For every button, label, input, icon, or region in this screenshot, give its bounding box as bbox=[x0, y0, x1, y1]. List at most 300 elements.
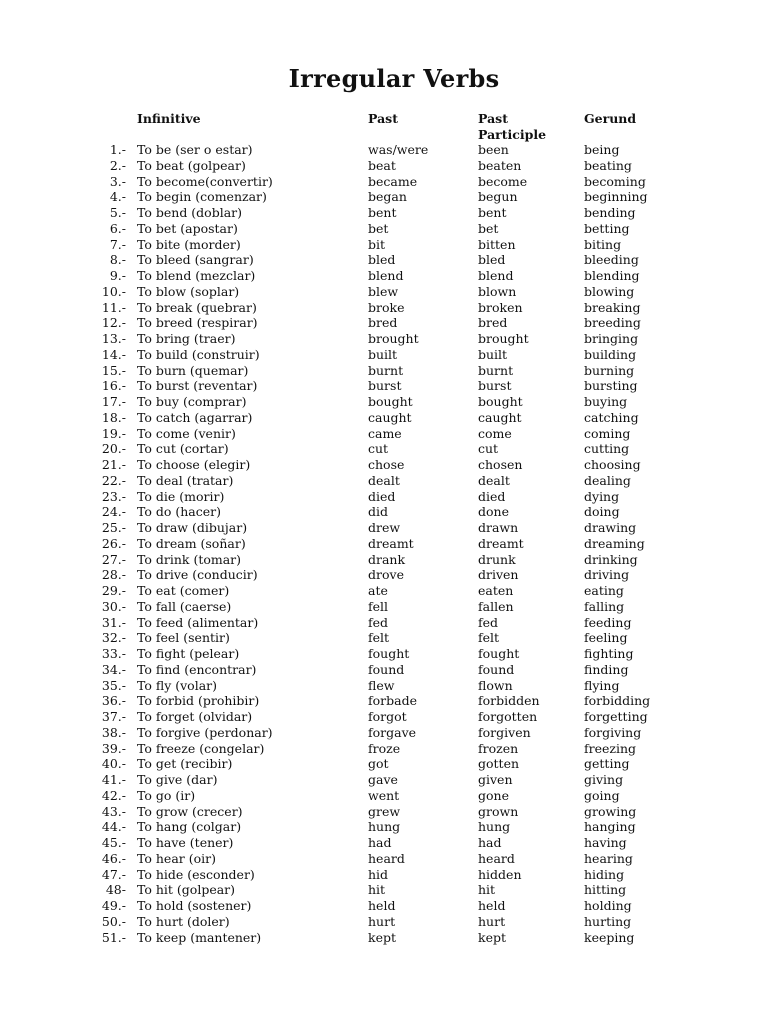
row-number: 45.- bbox=[101, 835, 126, 850]
past-participle-cell: fought bbox=[478, 646, 520, 661]
past-participle-cell: gotten bbox=[478, 756, 520, 772]
gerund-cell: blowing bbox=[584, 283, 635, 299]
row-number: 34.- bbox=[101, 661, 126, 677]
infinitive-cell: To be (ser o estar) bbox=[137, 142, 253, 157]
past-participle-cell: bent bbox=[478, 205, 507, 220]
past-cell: grew bbox=[368, 803, 401, 819]
infinitive-cell: To bet (apostar) bbox=[137, 220, 238, 236]
past-participle-cell: forbidden bbox=[478, 693, 540, 709]
infinitive-cell: To deal (tratar) bbox=[137, 472, 234, 488]
gerund-cell: forgiving bbox=[584, 724, 642, 740]
past-cell: began bbox=[368, 189, 407, 205]
gerund-cell: fighting bbox=[584, 646, 634, 661]
past-cell: forgot bbox=[368, 709, 407, 724]
infinitive-cell: To hang (colgar) bbox=[137, 819, 242, 835]
gerund-cell: flying bbox=[584, 677, 620, 693]
table-row bbox=[0, 489, 768, 505]
past-participle-cell: burst bbox=[478, 378, 512, 394]
infinitive-cell: To get (recibir) bbox=[137, 756, 233, 772]
past-cell: found bbox=[368, 661, 405, 677]
past-cell: bred bbox=[368, 315, 398, 331]
table-row bbox=[0, 189, 768, 205]
past-cell: ate bbox=[368, 583, 388, 598]
infinitive-cell: To break (quebrar) bbox=[137, 299, 257, 315]
gerund-cell: catching bbox=[584, 409, 639, 425]
past-cell: bet bbox=[368, 220, 389, 236]
past-participle-cell: blown bbox=[478, 283, 517, 299]
row-number: 10.- bbox=[101, 283, 126, 299]
past-participle-cell: blend bbox=[478, 268, 514, 283]
table-row bbox=[0, 772, 768, 788]
table-row bbox=[0, 205, 768, 221]
row-number: 48- bbox=[105, 882, 126, 898]
past-participle-cell: forgotten bbox=[478, 709, 538, 724]
table-row bbox=[0, 725, 768, 741]
table-row bbox=[0, 662, 768, 678]
table-row bbox=[0, 331, 768, 347]
table-row bbox=[0, 898, 768, 914]
infinitive-cell: To find (encontrar) bbox=[137, 661, 257, 677]
row-number: 14.- bbox=[101, 346, 126, 362]
gerund-cell: dreaming bbox=[584, 535, 645, 551]
gerund-cell: being bbox=[584, 142, 620, 157]
past-cell: froze bbox=[368, 740, 401, 756]
row-number: 25.- bbox=[101, 520, 126, 535]
infinitive-cell: To forget (olvidar) bbox=[137, 709, 253, 724]
infinitive-cell: To hit (golpear) bbox=[137, 882, 236, 898]
infinitive-cell: To die (morir) bbox=[137, 488, 225, 504]
past-cell: came bbox=[368, 425, 402, 441]
table-row bbox=[0, 567, 768, 583]
gerund-cell: building bbox=[584, 346, 637, 362]
past-participle-cell: built bbox=[478, 346, 508, 362]
past-participle-cell: heard bbox=[478, 850, 515, 866]
table-row bbox=[0, 284, 768, 300]
past-participle-cell: caught bbox=[478, 409, 522, 425]
row-number: 46.- bbox=[101, 850, 126, 866]
past-cell: had bbox=[368, 835, 392, 850]
gerund-cell: drinking bbox=[584, 551, 638, 567]
past-participle-cell: frozen bbox=[478, 740, 519, 756]
infinitive-cell: To draw (dibujar) bbox=[137, 520, 248, 535]
row-number: 47.- bbox=[101, 866, 126, 882]
table-row bbox=[0, 646, 768, 662]
row-number: 51.- bbox=[101, 929, 126, 945]
row-number: 13.- bbox=[101, 331, 126, 346]
infinitive-cell: To bend (doblar) bbox=[137, 205, 242, 220]
past-participle-cell: drunk bbox=[478, 551, 516, 567]
past-cell: fell bbox=[368, 598, 389, 614]
table-row bbox=[0, 268, 768, 284]
past-cell: died bbox=[368, 488, 396, 504]
row-number: 31.- bbox=[101, 614, 126, 630]
table-row bbox=[0, 457, 768, 473]
gerund-cell: having bbox=[584, 835, 627, 850]
row-number: 33.- bbox=[101, 646, 126, 661]
past-cell: hid bbox=[368, 866, 389, 882]
row-number: 32.- bbox=[101, 630, 126, 646]
table-row bbox=[0, 300, 768, 316]
row-number: 37.- bbox=[101, 709, 126, 724]
row-number: 3.- bbox=[109, 173, 126, 189]
row-number: 39.- bbox=[101, 740, 126, 756]
infinitive-cell: To feed (alimentar) bbox=[137, 614, 259, 630]
past-cell: brought bbox=[368, 331, 419, 346]
past-participle-cell: bet bbox=[478, 220, 499, 236]
past-cell: drove bbox=[368, 567, 404, 583]
row-number: 42.- bbox=[101, 787, 126, 803]
past-participle-cell: become bbox=[478, 173, 528, 189]
past-cell: became bbox=[368, 173, 418, 189]
gerund-cell: blending bbox=[584, 268, 640, 283]
gerund-cell: growing bbox=[584, 803, 637, 819]
past-participle-cell: cut bbox=[478, 441, 499, 457]
table-row bbox=[0, 536, 768, 552]
table-row bbox=[0, 835, 768, 851]
past-participle-cell: died bbox=[478, 488, 506, 504]
table-row bbox=[0, 741, 768, 757]
gerund-cell: forgetting bbox=[584, 709, 648, 724]
gerund-cell: forbidding bbox=[584, 693, 651, 709]
past-cell: bit bbox=[368, 236, 386, 252]
gerund-cell: breaking bbox=[584, 299, 641, 315]
table-row bbox=[0, 142, 768, 158]
infinitive-cell: To buy (comprar) bbox=[137, 394, 247, 409]
table-row bbox=[0, 441, 768, 457]
table-row bbox=[0, 552, 768, 568]
row-number: 18.- bbox=[101, 409, 126, 425]
gerund-cell: hurting bbox=[584, 913, 632, 929]
row-number: 11.- bbox=[101, 299, 126, 315]
gerund-cell: bursting bbox=[584, 378, 638, 394]
past-participle-cell: driven bbox=[478, 567, 519, 583]
past-participle-cell: begun bbox=[478, 189, 518, 205]
table-row bbox=[0, 221, 768, 237]
gerund-cell: keeping bbox=[584, 929, 635, 945]
table-row bbox=[0, 788, 768, 804]
past-participle-cell: come bbox=[478, 425, 512, 441]
row-number: 19.- bbox=[101, 425, 126, 441]
gerund-cell: feeding bbox=[584, 614, 632, 630]
table-row bbox=[0, 252, 768, 268]
past-participle-cell: bled bbox=[478, 252, 506, 268]
row-number: 4.- bbox=[109, 189, 126, 205]
past-cell: burst bbox=[368, 378, 402, 394]
row-number: 16.- bbox=[101, 378, 126, 394]
past-participle-cell: held bbox=[478, 898, 506, 913]
gerund-cell: giving bbox=[584, 772, 624, 787]
infinitive-cell: To fall (caerse) bbox=[137, 598, 232, 614]
infinitive-cell: To hide (esconder) bbox=[137, 866, 255, 882]
past-participle-cell: given bbox=[478, 772, 513, 787]
gerund-cell: finding bbox=[584, 661, 629, 677]
infinitive-cell: To become(convertir) bbox=[137, 173, 273, 189]
table-row bbox=[0, 363, 768, 379]
infinitive-cell: To do (hacer) bbox=[137, 504, 221, 520]
table-row bbox=[0, 630, 768, 646]
past-participle-cell: fallen bbox=[478, 598, 514, 614]
table-row bbox=[0, 819, 768, 835]
infinitive-cell: To have (tener) bbox=[137, 835, 234, 850]
past-participle-cell: been bbox=[478, 142, 509, 157]
header-past-participle: Past Participle bbox=[478, 111, 547, 142]
past-cell: bent bbox=[368, 205, 397, 220]
past-participle-cell: hung bbox=[478, 819, 511, 835]
row-number: 23.- bbox=[101, 488, 126, 504]
page-title: Irregular Verbs bbox=[288, 64, 500, 93]
past-participle-cell: hurt bbox=[478, 913, 506, 929]
table-row bbox=[0, 520, 768, 536]
infinitive-cell: To feel (sentir) bbox=[137, 630, 230, 646]
header-gerund: Gerund bbox=[584, 111, 637, 126]
gerund-cell: bleeding bbox=[584, 252, 639, 268]
row-number: 17.- bbox=[101, 394, 126, 409]
row-number: 2.- bbox=[109, 157, 126, 173]
row-number: 40.- bbox=[101, 756, 126, 772]
past-cell: forbade bbox=[368, 693, 417, 709]
infinitive-cell: To give (dar) bbox=[137, 772, 218, 787]
gerund-cell: beginning bbox=[584, 189, 648, 205]
table-row bbox=[0, 583, 768, 599]
past-participle-cell: beaten bbox=[478, 157, 522, 173]
row-number: 41.- bbox=[101, 772, 126, 787]
past-cell: gave bbox=[368, 772, 398, 787]
row-number: 38.- bbox=[101, 724, 126, 740]
row-number: 7.- bbox=[109, 236, 126, 252]
row-number: 5.- bbox=[109, 205, 126, 220]
header-past: Past bbox=[368, 111, 398, 126]
infinitive-cell: To build (construir) bbox=[137, 346, 260, 362]
table-row bbox=[0, 678, 768, 694]
infinitive-cell: To hear (oir) bbox=[137, 850, 216, 866]
gerund-cell: betting bbox=[584, 220, 630, 236]
infinitive-cell: To choose (elegir) bbox=[137, 457, 251, 472]
infinitive-cell: To blend (mezclar) bbox=[137, 268, 256, 283]
table-row bbox=[0, 174, 768, 190]
infinitive-cell: To burn (quemar) bbox=[137, 362, 249, 378]
past-cell: cut bbox=[368, 441, 389, 457]
past-participle-cell: burnt bbox=[478, 362, 514, 378]
gerund-cell: freezing bbox=[584, 740, 637, 756]
past-participle-cell: chosen bbox=[478, 457, 523, 472]
table-row bbox=[0, 756, 768, 772]
past-participle-cell: fed bbox=[478, 614, 499, 630]
table-row bbox=[0, 851, 768, 867]
past-participle-cell: eaten bbox=[478, 583, 514, 598]
row-number: 30.- bbox=[101, 598, 126, 614]
row-number: 24.- bbox=[101, 504, 126, 520]
past-cell: went bbox=[368, 787, 400, 803]
row-number: 21.- bbox=[101, 457, 126, 472]
past-cell: fought bbox=[368, 646, 410, 661]
past-participle-cell: drawn bbox=[478, 520, 519, 535]
past-cell: blend bbox=[368, 268, 404, 283]
gerund-cell: going bbox=[584, 787, 620, 803]
infinitive-cell: To grow (crecer) bbox=[137, 803, 243, 819]
gerund-cell: coming bbox=[584, 425, 631, 441]
infinitive-cell: To breed (respirar) bbox=[137, 315, 258, 331]
past-cell: did bbox=[368, 504, 389, 520]
row-number: 28.- bbox=[101, 567, 126, 583]
past-cell: dealt bbox=[368, 472, 400, 488]
past-participle-cell: hidden bbox=[478, 866, 522, 882]
gerund-cell: hitting bbox=[584, 882, 627, 898]
table-row bbox=[0, 158, 768, 174]
past-cell: was/were bbox=[368, 142, 429, 157]
past-cell: caught bbox=[368, 409, 412, 425]
past-cell: dreamt bbox=[368, 535, 414, 551]
gerund-cell: biting bbox=[584, 236, 622, 252]
infinitive-cell: To drink (tomar) bbox=[137, 551, 242, 567]
gerund-cell: bringing bbox=[584, 331, 639, 346]
gerund-cell: falling bbox=[584, 598, 625, 614]
past-participle-cell: broken bbox=[478, 299, 523, 315]
past-participle-cell: forgiven bbox=[478, 724, 531, 740]
past-cell: bled bbox=[368, 252, 396, 268]
row-number: 50.- bbox=[101, 913, 126, 929]
past-cell: burnt bbox=[368, 362, 404, 378]
past-participle-cell: felt bbox=[478, 630, 500, 646]
table-row bbox=[0, 347, 768, 363]
gerund-cell: eating bbox=[584, 583, 624, 598]
table-row bbox=[0, 237, 768, 253]
past-participle-cell: dealt bbox=[478, 472, 510, 488]
table-row bbox=[0, 394, 768, 410]
table-row bbox=[0, 709, 768, 725]
row-number: 44.- bbox=[101, 819, 126, 835]
gerund-cell: doing bbox=[584, 504, 620, 520]
table-row bbox=[0, 867, 768, 883]
gerund-cell: burning bbox=[584, 362, 635, 378]
past-cell: forgave bbox=[368, 724, 417, 740]
row-number: 22.- bbox=[101, 472, 126, 488]
infinitive-cell: To cut (cortar) bbox=[137, 441, 229, 457]
past-cell: hit bbox=[368, 882, 386, 898]
row-number: 8.- bbox=[109, 252, 126, 268]
past-cell: flew bbox=[368, 677, 395, 693]
past-participle-cell: found bbox=[478, 661, 515, 677]
row-number: 1.- bbox=[109, 142, 126, 157]
infinitive-cell: To drive (conducir) bbox=[137, 567, 258, 583]
infinitive-cell: To blow (soplar) bbox=[137, 283, 240, 299]
infinitive-cell: To go (ir) bbox=[137, 787, 196, 803]
row-number: 36.- bbox=[101, 693, 126, 709]
table-row bbox=[0, 473, 768, 489]
row-number: 49.- bbox=[101, 898, 126, 913]
row-number: 20.- bbox=[101, 441, 126, 457]
table-row bbox=[0, 615, 768, 631]
infinitive-cell: To bleed (sangrar) bbox=[137, 252, 254, 268]
gerund-cell: bending bbox=[584, 205, 636, 220]
gerund-cell: breeding bbox=[584, 315, 641, 331]
table-row bbox=[0, 410, 768, 426]
row-number: 26.- bbox=[101, 535, 126, 551]
table-row bbox=[0, 599, 768, 615]
gerund-cell: choosing bbox=[584, 457, 641, 472]
infinitive-cell: To come (venir) bbox=[137, 425, 236, 441]
gerund-cell: hanging bbox=[584, 819, 636, 835]
gerund-cell: hiding bbox=[584, 866, 625, 882]
past-cell: drew bbox=[368, 520, 401, 535]
infinitive-cell: To hurt (doler) bbox=[137, 913, 230, 929]
past-participle-cell: hit bbox=[478, 882, 496, 898]
gerund-cell: feeling bbox=[584, 630, 628, 646]
row-number: 35.- bbox=[101, 677, 126, 693]
gerund-cell: driving bbox=[584, 567, 630, 583]
infinitive-cell: To beat (golpear) bbox=[137, 157, 246, 173]
past-cell: beat bbox=[368, 157, 396, 173]
past-participle-cell: grown bbox=[478, 803, 519, 819]
infinitive-cell: To hold (sostener) bbox=[137, 898, 252, 913]
infinitive-cell: To freeze (congelar) bbox=[137, 740, 265, 756]
past-cell: hurt bbox=[368, 913, 396, 929]
gerund-cell: becoming bbox=[584, 173, 646, 189]
infinitive-cell: To burst (reventar) bbox=[137, 378, 258, 394]
row-number: 27.- bbox=[101, 551, 126, 567]
table-row bbox=[0, 426, 768, 442]
table-row bbox=[0, 882, 768, 898]
table-row bbox=[0, 315, 768, 331]
past-cell: heard bbox=[368, 850, 405, 866]
gerund-cell: hearing bbox=[584, 850, 633, 866]
row-number: 9.- bbox=[109, 268, 126, 283]
past-participle-cell: had bbox=[478, 835, 502, 850]
infinitive-cell: To bite (morder) bbox=[137, 236, 241, 252]
table-row bbox=[0, 930, 768, 946]
gerund-cell: beating bbox=[584, 157, 632, 173]
infinitive-cell: To begin (comenzar) bbox=[137, 189, 267, 205]
infinitive-cell: To fight (pelear) bbox=[137, 646, 240, 661]
past-cell: broke bbox=[368, 299, 405, 315]
past-cell: hung bbox=[368, 819, 401, 835]
gerund-cell: cutting bbox=[584, 441, 630, 457]
past-participle-cell: done bbox=[478, 504, 509, 520]
past-participle-cell: brought bbox=[478, 331, 529, 346]
past-participle-cell: dreamt bbox=[478, 535, 524, 551]
past-cell: fed bbox=[368, 614, 389, 630]
table-row bbox=[0, 504, 768, 520]
table-row bbox=[0, 378, 768, 394]
past-cell: held bbox=[368, 898, 396, 913]
row-number: 6.- bbox=[109, 220, 126, 236]
infinitive-cell: To catch (agarrar) bbox=[137, 409, 253, 425]
gerund-cell: getting bbox=[584, 756, 630, 772]
table-row bbox=[0, 804, 768, 820]
gerund-cell: holding bbox=[584, 898, 632, 913]
table-row bbox=[0, 914, 768, 930]
past-cell: got bbox=[368, 756, 389, 772]
gerund-cell: buying bbox=[584, 394, 628, 409]
gerund-cell: dying bbox=[584, 488, 620, 504]
past-cell: kept bbox=[368, 929, 396, 945]
past-participle-cell: gone bbox=[478, 787, 509, 803]
infinitive-cell: To forgive (perdonar) bbox=[137, 724, 273, 740]
table-row bbox=[0, 693, 768, 709]
verb-table bbox=[0, 142, 768, 945]
row-number: 29.- bbox=[101, 583, 126, 598]
row-number: 12.- bbox=[101, 315, 126, 331]
infinitive-cell: To keep (mantener) bbox=[137, 929, 262, 945]
past-participle-cell: flown bbox=[478, 677, 513, 693]
row-number: 43.- bbox=[101, 803, 126, 819]
past-cell: felt bbox=[368, 630, 390, 646]
past-cell: chose bbox=[368, 457, 405, 472]
header-infinitive: Infinitive bbox=[137, 111, 201, 126]
past-cell: built bbox=[368, 346, 398, 362]
infinitive-cell: To fly (volar) bbox=[137, 677, 218, 693]
infinitive-cell: To forbid (prohibir) bbox=[137, 693, 260, 709]
past-participle-cell: bought bbox=[478, 394, 523, 409]
